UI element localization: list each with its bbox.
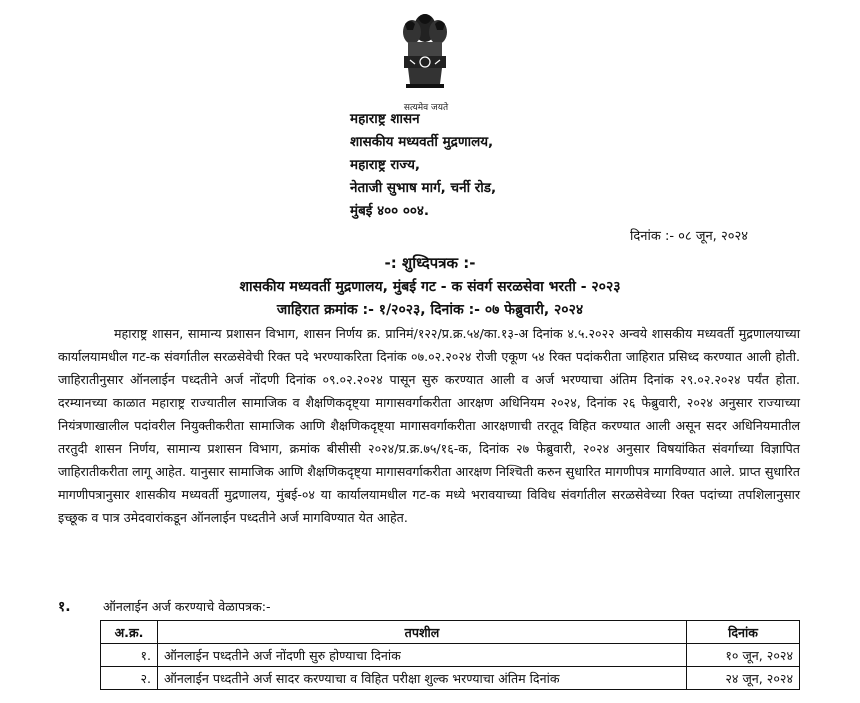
- address-line: महाराष्ट्र राज्य,: [350, 157, 421, 173]
- subject-title: शासकीय मध्यवर्ती मुद्रणालय, मुंबई गट - क संवर्ग सरळसेवा भरती - २०२३: [239, 279, 621, 295]
- table-row: [101, 667, 800, 690]
- table-row: [101, 644, 800, 667]
- body-paragraph: महाराष्ट्र शासन, सामान्य प्रशासन विभाग, शासन निर्णय क्र. प्रानिमं/१२२/प्र.क्र.५४/का.१३-अ दिनांक ४.५.२०२२ अन्वये शासकीय मध्यवर्ती मुद्रणालयाच्या कार्यालयामधील गट-क संवर्गातील सरळसेवेची रिक्त पदे भरण्याकरिता दिनांक ०७.०२.२०२४ रोजी एकूण ५४ रिक्त पदांकरीता जाहिरात प्रसिध्द करण्यात आली होती. जाहिरातीनुसार ऑनलाईन पध्दतीने अर्ज नोंदणी दिनांक ०९.०२.२०२४ पासून सुरु करण्यात आली व अर्ज भरण्याचा अंतिम दिनांक २९.०२.२०२४ पर्यंत होता. दरम्यानच्या काळात महाराष्ट्र राज्यातील सामाजिक व शैक्षणिकदृष्ट्या मागासवर्गाकरीता आरक्षण अधिनियम २०२४, दिनांक २६ फेब्रुवारी, २०२४ अनुसार राज्याच्या नियंत्रणाखालील पदांवरील नियुक्तीकरीता सामाजिक आणि शैक्षणिकदृष्ट्या मागासवर्गाकरीता आरक्षणाची तरतूद विहित करण्यात आली असून सदर अधिनियमातील तरतुदी शासन निर्णय, सामान्य प्रशासन विभाग, क्रमांक बीसीसी २०२४/प्र.क्र.७५/१६-क, दिनांक २७ फेब्रुवारी, २०२४ अनुसार विषयांकित संवर्गाच्या विज्ञापित जाहिरातीकरीता लागू आहेत. यानुसार सामाजिक आणि शैक्षणिकदृष्ट्या मागासवर्गाकरीता आरक्षण निश्चिती करुन सुधारित मागणीपत्र मागविण्यात आले. प्राप्त सुधारित मागणीपत्रानुसार शासकीय मध्यवर्ती मुद्रणालय, मुंबई-०४ या कार्यालयामधील गट-क मध्ये भरावयाच्या विविध संवर्गातील सरळसेवेच्या रिक्त पदांच्या तपशिलानुसार इच्छूक व पात्र उमेदवारांकडून ऑनलाईन पध्दतीने अर्ज मागविण्यात येत आहेत.: [58, 326, 800, 525]
- schedule-table: [100, 620, 800, 690]
- cell-serial: २.: [101, 667, 158, 690]
- section-number: १.: [58, 599, 71, 615]
- cell-date: १० जून, २०२४: [687, 644, 800, 667]
- cell-details: ऑनलाईन पध्दतीने अर्ज सादर करण्याचा व विहित परीक्षा शुल्क भरण्याचा अंतिम दिनांक: [158, 667, 687, 690]
- header-date: दिनांक: [687, 621, 800, 644]
- table-header-row: [101, 621, 800, 644]
- section-label: ऑनलाईन अर्ज करण्याचे वेळापत्रक:-: [103, 599, 271, 614]
- emblem-motto: सत्यमेव जयते: [403, 103, 449, 113]
- address-line: मुंबई ४०० ००४.: [350, 203, 430, 219]
- corrigendum-title: -: शुध्दिपत्रक :-: [384, 254, 476, 272]
- advertisement-title: जाहिरात क्रमांक :- १/२०२३, दिनांक :- ०७ फेब्रुवारी, २०२४: [276, 302, 584, 318]
- address-line: नेताजी सुभाष मार्ग, चर्नी रोड,: [350, 180, 497, 196]
- address-line: महाराष्ट्र शासन: [350, 111, 420, 127]
- document-date: दिनांक :- ०८ जून, २०२४: [630, 229, 748, 244]
- cell-date: २४ जून, २०२४: [687, 667, 800, 690]
- cell-serial: १.: [101, 644, 158, 667]
- address-line: शासकीय मध्यवर्ती मुद्रणालय,: [350, 134, 494, 150]
- cell-details: ऑनलाईन पध्दतीने अर्ज नोंदणी सुरु होण्याचा दिनांक: [158, 644, 687, 667]
- office-address: [350, 108, 496, 223]
- ashoka-emblem-icon: [396, 6, 454, 96]
- header-details: तपशील: [158, 621, 687, 644]
- header-serial: अ.क्र.: [101, 621, 158, 644]
